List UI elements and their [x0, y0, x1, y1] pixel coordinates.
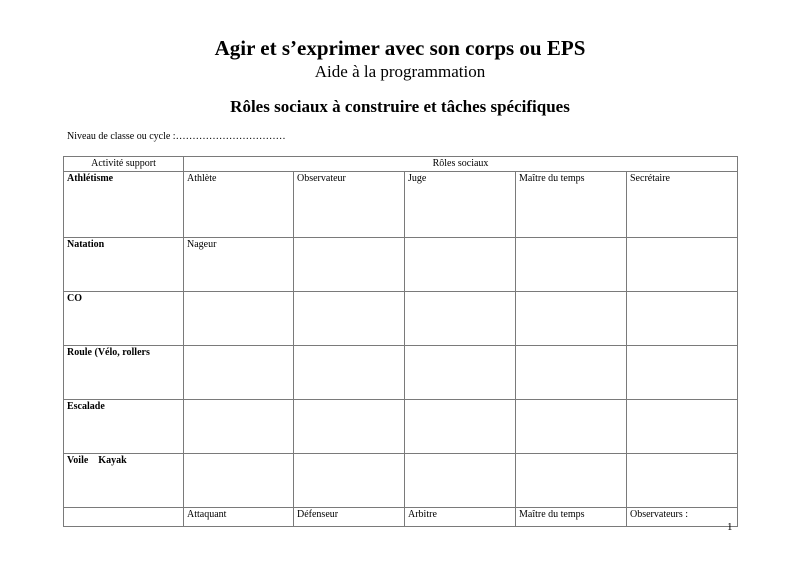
role-cell: Juge — [405, 172, 516, 238]
role-cell — [405, 454, 516, 508]
role-cell — [627, 400, 738, 454]
role-cell — [294, 454, 405, 508]
header-activity-support: Activité support — [64, 157, 184, 172]
role-cell: Observateurs : — [627, 508, 738, 527]
table-row — [64, 346, 738, 400]
role-cell: Maître du temps — [516, 172, 627, 238]
activity-cell: Escalade — [64, 400, 184, 454]
activity-cell: Natation — [64, 238, 184, 292]
table-header-row — [64, 157, 738, 172]
section-title: Rôles sociaux à construire et tâches spécifiques — [230, 97, 570, 116]
role-cell — [516, 346, 627, 400]
role-cell — [516, 400, 627, 454]
role-cell — [184, 346, 294, 400]
document-title: Agir et s’exprimer avec son corps ou EPS — [214, 36, 586, 60]
role-cell — [405, 238, 516, 292]
activity-cell: Voile Kayak — [64, 454, 184, 508]
role-cell: Maître du temps — [516, 508, 627, 527]
activity-cell — [64, 508, 184, 527]
activity-cell: CO — [64, 292, 184, 346]
role-cell — [184, 454, 294, 508]
role-cell: Secrétaire — [627, 172, 738, 238]
role-cell — [405, 400, 516, 454]
activity-cell: Roule (Vélo, rollers — [64, 346, 184, 400]
table-row — [64, 172, 738, 238]
role-cell — [516, 454, 627, 508]
table-row — [64, 400, 738, 454]
role-cell — [627, 346, 738, 400]
role-cell: Nageur — [184, 238, 294, 292]
header-social-roles: Rôles sociaux — [184, 157, 738, 172]
role-cell — [627, 292, 738, 346]
role-cell: Athlète — [184, 172, 294, 238]
role-cell — [184, 292, 294, 346]
document-subtitle: Aide à la programmation — [314, 62, 486, 81]
role-cell — [294, 238, 405, 292]
role-cell — [294, 292, 405, 346]
role-cell — [516, 238, 627, 292]
table-row — [64, 292, 738, 346]
role-cell — [405, 292, 516, 346]
role-cell — [294, 346, 405, 400]
class-level-field: Niveau de classe ou cycle :…………………………… — [67, 131, 286, 142]
role-cell: Attaquant — [184, 508, 294, 527]
role-cell: Observateur — [294, 172, 405, 238]
role-cell: Défenseur — [294, 508, 405, 527]
table-row — [64, 454, 738, 508]
role-cell — [184, 400, 294, 454]
table-footer-row — [64, 508, 738, 527]
role-cell — [627, 238, 738, 292]
role-cell — [294, 400, 405, 454]
role-cell — [516, 292, 627, 346]
role-cell — [627, 454, 738, 508]
social-roles-table — [63, 156, 738, 527]
activity-cell: Athlétisme — [64, 172, 184, 238]
page-number: 1 — [727, 521, 733, 533]
role-cell — [405, 346, 516, 400]
table-row — [64, 238, 738, 292]
role-cell: Arbitre — [405, 508, 516, 527]
